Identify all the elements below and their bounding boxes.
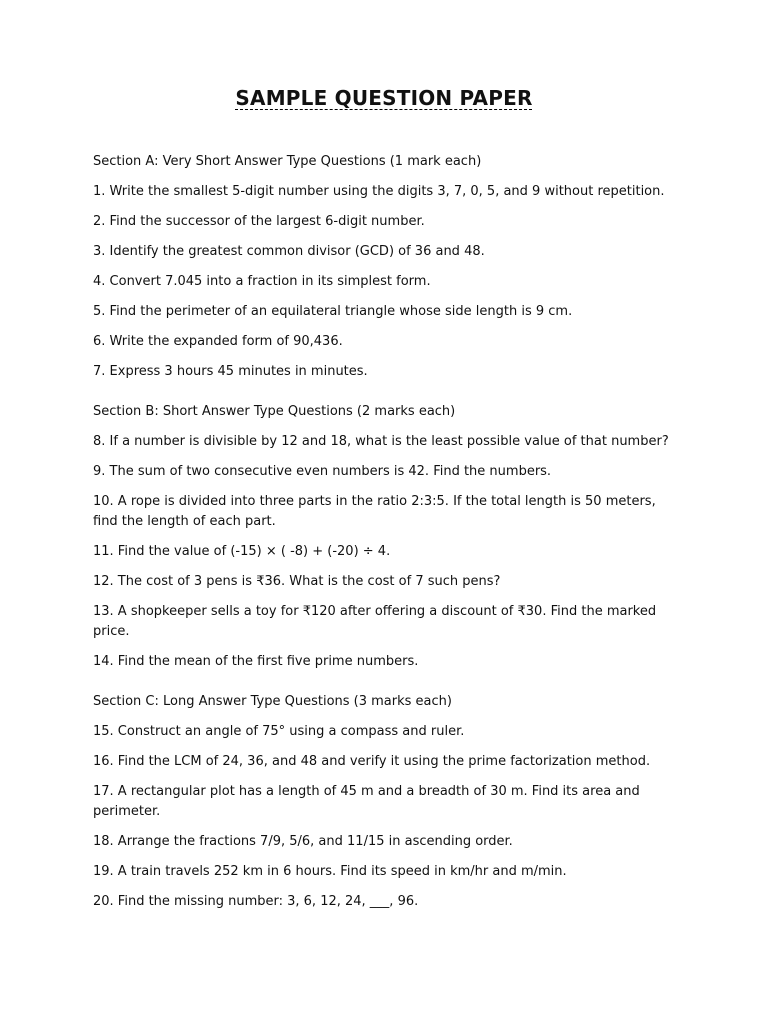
question-item: 9. The sum of two consecutive even numbers is 42. Find the numbers. [93,464,552,479]
section-heading: Section A: Very Short Answer Type Questions (1 mark each) [93,154,482,169]
question-item: 13. A shopkeeper sells a toy for ₹120 after offering a discount of ₹30. Find the marked price. [93,604,657,639]
question-item: 4. Convert 7.045 into a fraction in its simplest form. [93,274,431,289]
question-item: 8. If a number is divisible by 12 and 18, what is the least possible value of that number? [93,434,669,449]
question-item: 11. Find the value of (-15) × ( -8) + (-20) ÷ 4. [93,544,391,559]
document-title-block [0,85,768,111]
question-item: 18. Arrange the fractions 7/9, 5/6, and 11/15 in ascending order. [93,834,513,849]
question-item: 1. Write the smallest 5-digit number using the digits 3, 7, 0, 5, and 9 without repetition. [93,184,665,199]
question-item: 10. A rope is divided into three parts in the ratio 2:3:5. If the total length is 50 meters, find the length of each part. [93,494,656,529]
question-item: 16. Find the LCM of 24, 36, and 48 and verify it using the prime factorization method. [93,754,651,769]
section-heading: Section B: Short Answer Type Questions (2 marks each) [93,404,456,419]
question-content [93,152,683,932]
section-c [93,692,683,912]
question-item: 6. Write the expanded form of 90,436. [93,334,343,349]
question-item: 20. Find the missing number: 3, 6, 12, 24, ___, 96. [93,894,419,909]
question-item: 14. Find the mean of the first five prime numbers. [93,654,419,669]
question-item: 7. Express 3 hours 45 minutes in minutes. [93,364,368,379]
question-item: 15. Construct an angle of 75° using a compass and ruler. [93,724,465,739]
question-item: 3. Identify the greatest common divisor (GCD) of 36 and 48. [93,244,485,259]
question-item: 17. A rectangular plot has a length of 45 m and a breadth of 30 m. Find its area and perimeter. [93,784,640,819]
question-item: 12. The cost of 3 pens is ₹36. What is the cost of 7 such pens? [93,574,501,589]
question-item: 5. Find the perimeter of an equilateral triangle whose side length is 9 cm. [93,304,573,319]
section-b [93,402,683,672]
section-a [93,152,683,382]
section-heading: Section C: Long Answer Type Questions (3 marks each) [93,694,452,709]
document-title: SAMPLE QUESTION PAPER [235,86,533,110]
question-item: 2. Find the successor of the largest 6-digit number. [93,214,425,229]
question-item: 19. A train travels 252 km in 6 hours. Find its speed in km/hr and m/min. [93,864,567,879]
